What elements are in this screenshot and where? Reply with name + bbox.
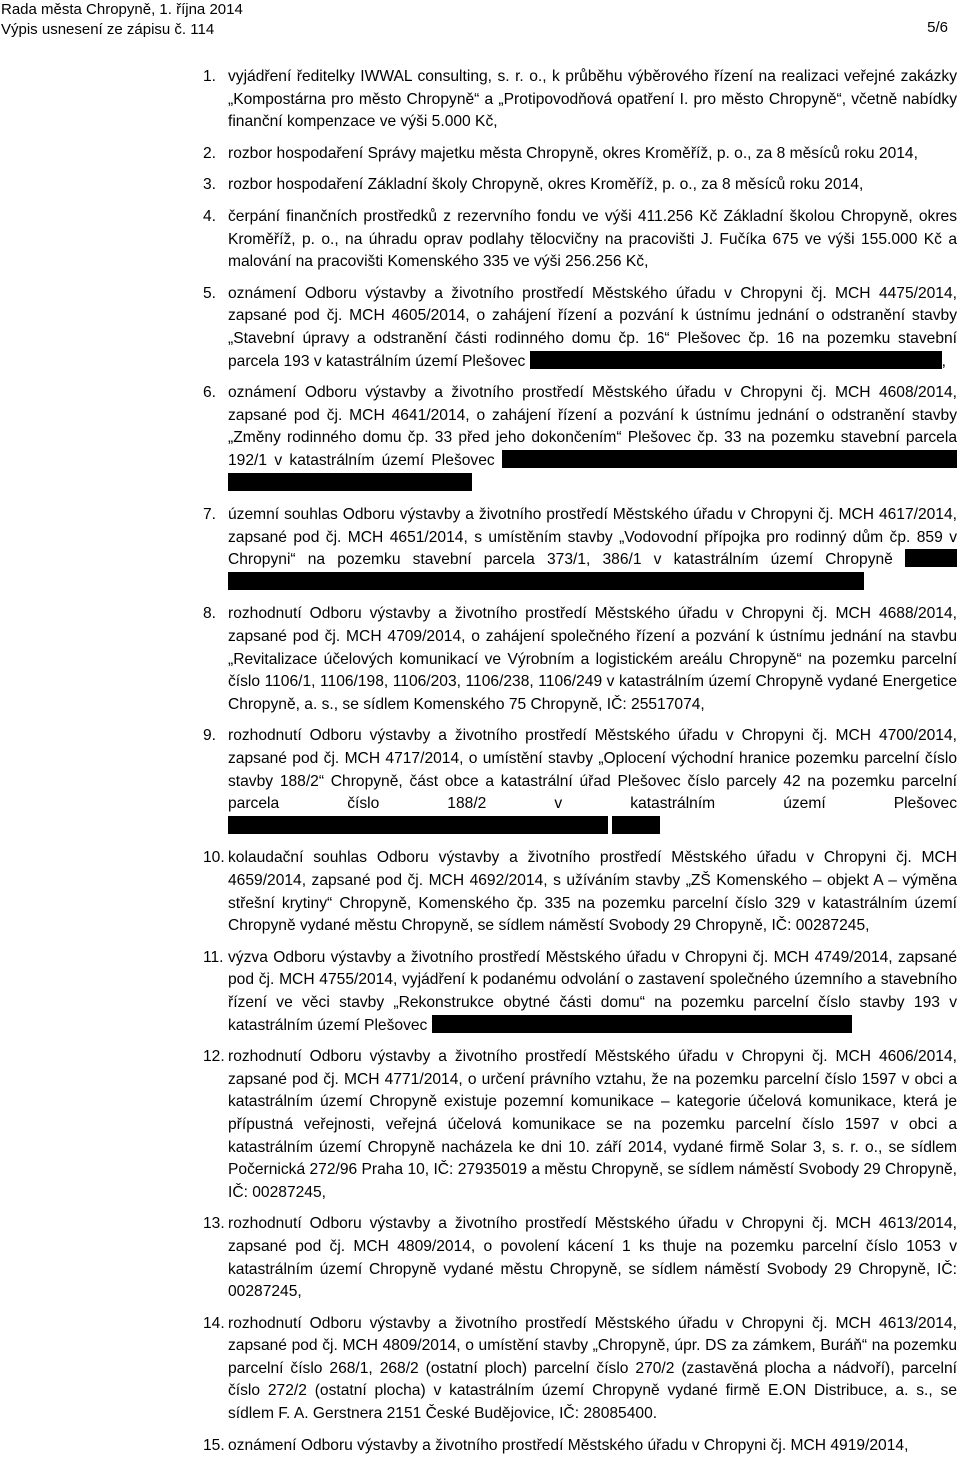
- list-item: [203, 143, 957, 166]
- item-number: 9.: [203, 727, 217, 745]
- item-text: oznámení Odboru výstavby a životního prostředí Městského úřadu v Chropyni čj. MCH 4608/2014, zapsané pod čj. MCH 4641/2014, o zahájení řízení a pozvání k ústnímu jednání o odstranění stavby „Změny rodinného domu čp. 33 před jeho dokončením“ Plešovec čp. 33 na pozemku stavební parcela 192/1 v katastrálním území Plešovec: [228, 384, 957, 469]
- item-text: vyjádření ředitelky IWWAL consulting, s. r. o., k průběhu výběrového řízení na realizaci veřejné zakázky „Kompostárna pro město Chropyně“ a „Protipovodňová opatření I. pro město Chropyně“, včetně nabídky finanční kompenzace ve výši 5.000 Kč,: [228, 68, 957, 131]
- list-item: [203, 603, 957, 716]
- redaction-block: [228, 572, 864, 590]
- page-number: 5/6: [927, 19, 948, 36]
- item-number: 3.: [203, 176, 217, 194]
- item-text: rozhodnutí Odboru výstavby a životního prostředí Městského úřadu v Chropyni čj. MCH 4688/2014, zapsané pod čj. MCH 4709/2014, o zahájení společného řízení a pozvání k ústnímu jednání na stavbu „Revitalizace účelových komunikací ve Výrobním a logistickém areálu Chropyně“ na pozemku parcelní číslo 1106/1, 1106/198, 1106/203, 1106/238, 1106/249 v katastrálním území Chropyně vydané Energetice Chropyně, a. s., se sídlem Komenského 75 Chropyně, IČ: 25517074,: [228, 605, 957, 713]
- redaction-block: [530, 351, 942, 369]
- list-item: [203, 1313, 957, 1426]
- redaction-block: [228, 816, 608, 834]
- item-text: kolaudační souhlas Odboru výstavby a životního prostředí Městského úřadu v Chropyni čj. MCH 4659/2014, zapsané pod čj. MCH 4692/2014, s užíváním stavby „ZŠ Komenského – objekt A – výměna střešní krytiny“ Chropyně, Komenského čp. 335 na pozemku parcelní číslo 329 v katastrálním území Chropyně vydané městu Chropyně, se sídlem náměstí Svobody 29 Chropyně, IČ: 00287245,: [228, 849, 957, 935]
- item-text: oznámení Odboru výstavby a životního prostředí Městského úřadu v Chropyni čj. MCH 4475/2014, zapsané pod čj. MCH 4605/2014, o zahájení řízení a pozvání k ústnímu jednání o odstranění stavby „Stavební úpravy a odstranění části rodinného domu čp. 16“ Plešovec čp. 16 na pozemku stavební parcela 193 v katastrálním území Plešovec: [228, 284, 957, 370]
- item-number: 12.: [203, 1048, 225, 1066]
- redaction-block: [228, 473, 472, 491]
- list-item: [203, 1046, 957, 1204]
- list-item: [203, 847, 957, 937]
- item-text: rozhodnutí Odboru výstavby a životního prostředí Městského úřadu v Chropyni čj. MCH 4606/2014, zapsané pod čj. MCH 4771/2014, o určení právního vztahu, že na pozemku parcelní číslo 1597 v obci a katastrálním území Chropyně existuje pozemní komunikace – kategorie účelová komunikace, která je přípustná veřejnosti, veřejná účelová komunikace se na pozemku parcelní číslo 1597 v obci a katastrálním území Chropyně nacházela ke dni 10. září 2014, vydané firmě Solar 3, s. r. o., se sídlem Počernická 272/96 Praha 10, IČ: 27935019 a městu Chropyně, se sídlem náměstí Svobody 29 Chropyně, IČ: 00287245,: [228, 1048, 958, 1201]
- item-number: 7.: [203, 506, 217, 524]
- item-number: 1.: [203, 68, 217, 85]
- list-item: [203, 1213, 957, 1303]
- document-header: [1, 0, 243, 40]
- list-item: [203, 382, 957, 495]
- item-number: 10.: [203, 849, 225, 867]
- list-item: [203, 174, 957, 197]
- item-text: rozhodnutí Odboru výstavby a životního prostředí Městského úřadu v Chropyni čj. MCH 4613/2014, zapsané pod čj. MCH 4809/2014, o povolení kácení 1 ks thuje na pozemku parcelní číslo 1053 v katastrálním území Chropyně vydané městu Chropyně, se sídlem náměstí Svobody 29 Chropyně, IČ: 00287245,: [228, 1215, 957, 1301]
- header-subtitle: Výpis usnesení ze zápisu č. 114: [1, 21, 215, 38]
- redaction-block: [502, 450, 957, 468]
- item-number: 5.: [203, 284, 217, 302]
- item-number: 11.: [203, 948, 224, 966]
- item-text: čerpání finančních prostředků z rezervního fondu ve výši 411.256 Kč Základní školou Chropyně, okres Kroměříž, p. o., na úhradu oprav podlahy tělocvičny na pracovišti J. Fučíka 675 ve výši 155.000 Kč a malování na pracovišti Komenského 335 ve výši 256.256 Kč,: [228, 207, 957, 271]
- item-number: 13.: [203, 1215, 225, 1233]
- item-text: výzva Odboru výstavby a životního prostředí Městského úřadu v Chropyni čj. MCH 4749/2014, zapsané pod čj. MCH 4755/2014, vyjádření k podanému odvolání o zastavení společného územního a stavebního řízení ve věci stavby „Rekonstrukce obytné části domu“ na pozemku parcelní číslo stavby 193 v katastrálním území Plešovec: [228, 948, 957, 1034]
- item-text: rozbor hospodaření Správy majetku města Chropyně, okres Kroměříž, p. o., za 8 měsíců roku 2014,: [228, 144, 918, 162]
- item-text: oznámení Odboru výstavby a životního prostředí Městského úřadu v Chropyni čj. MCH 4919/2014,: [228, 1436, 909, 1454]
- item-number: 15.: [203, 1436, 225, 1454]
- redaction-block: [905, 549, 957, 567]
- item-number: 4.: [203, 207, 217, 225]
- item-text: územní souhlas Odboru výstavby a životního prostředí Městského úřadu v Chropyni čj. MCH 4617/2014, zapsané pod čj. MCH 4651/2014, s umístěním stavby „Vodovodní přípojka pro rodinný dům čp. 859 v Chropyni“ na pozemku stavební parcela 373/1, 386/1 v katastrálním území Chropyně: [228, 506, 957, 569]
- item-text: rozhodnutí Odboru výstavby a životního prostředí Městského úřadu v Chropyni čj. MCH 4613/2014, zapsané pod čj. MCH 4809/2014, o umístění stavby „Chropyně, úpr. DS za zámkem, Buráň“ na pozemku parcelní číslo 268/1, 268/2 (ostatní ploch) parcelní číslo 270/2 (zastavěná plocha a nádvoří), parcelní číslo 272/2 (ostatní plocha) v katastrálním území Chropyně vydané firmě E.ON Distribuce, a. s., se sídlem F. A. Gerstnera 2151 České Budějovice, IČ: 28085400.: [228, 1314, 957, 1423]
- list-item: [203, 206, 957, 274]
- header-title: Rada města Chropyně, 1. října 2014: [1, 1, 243, 18]
- item-text-end: ,: [941, 352, 946, 370]
- list-item: [203, 504, 957, 594]
- list-item: [203, 66, 957, 134]
- list-item: [203, 947, 957, 1037]
- item-text: rozbor hospodaření Základní školy Chropyně, okres Kroměříž, p. o., za 8 měsíců roku 2014,: [228, 176, 864, 194]
- resolution-list: [203, 66, 957, 1457]
- item-number: 6.: [203, 384, 217, 402]
- item-number: 2.: [203, 144, 217, 162]
- list-item: [203, 283, 957, 373]
- item-number: 14.: [203, 1314, 225, 1332]
- list-item: [203, 1435, 957, 1458]
- redaction-block: [612, 816, 660, 834]
- item-text: rozhodnutí Odboru výstavby a životního prostředí Městského úřadu v Chropyni čj. MCH 4700/2014, zapsané pod čj. MCH 4717/2014, o umístění stavby „Oplocení východní hranice pozemku parcelní číslo stavby 188/2“ Chropyně, část obce a katastrální úřad Plešovec číslo parcely 42 na pozemku parcelní parcela číslo 188/2 v katastrálním území Plešovec: [228, 727, 957, 813]
- list-item: [203, 725, 957, 838]
- item-number: 8.: [203, 605, 217, 623]
- redaction-block: [432, 1015, 852, 1033]
